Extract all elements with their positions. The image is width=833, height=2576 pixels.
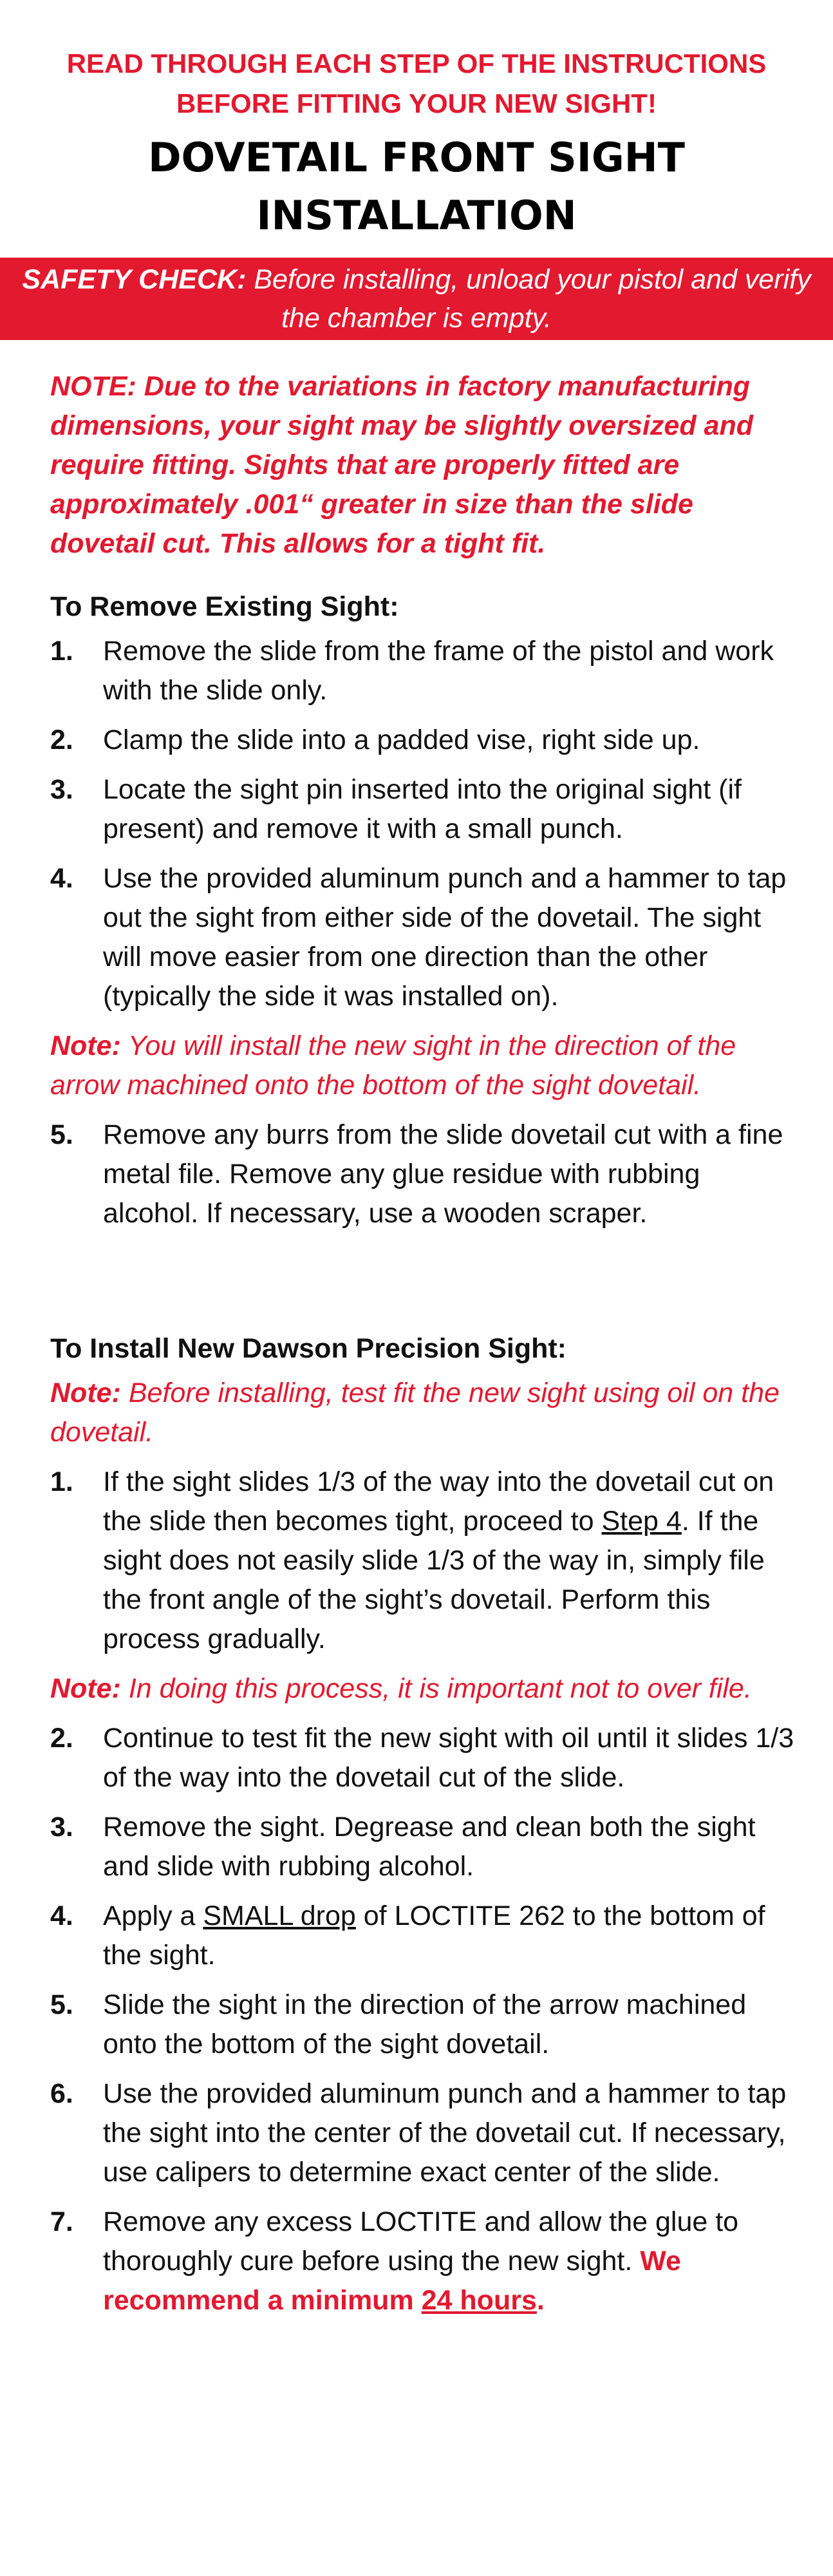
recommendation-period: .	[536, 2285, 545, 2316]
step-number: 2.	[50, 1723, 73, 1754]
remove-step	[50, 770, 797, 849]
cure-hours: 24 hours	[421, 2285, 537, 2316]
step-number: 4.	[50, 863, 73, 894]
step-text-part: of LOCTITE 262 to the bottom of the sight.	[103, 1900, 765, 1971]
remove-step	[50, 1115, 797, 1233]
install-step	[50, 2202, 797, 2320]
install-heading: To Install New Dawson Precision Sight:	[50, 1333, 566, 1364]
title-line-1: DOVETAIL FRONT SIGHT	[148, 134, 685, 181]
step-text-part: If the sight slides 1/3 of the way into the dovetail cut on the slide then becomes tight, proceed to	[103, 1466, 774, 1537]
arrow-direction-note	[50, 1027, 797, 1105]
step-number: 3.	[50, 774, 73, 805]
top-warning	[0, 44, 833, 124]
step-text: Remove the sight. Degrease and clean both the sight and slide with rubbing alcohol.	[103, 1812, 756, 1882]
step-text: Slide the sight in the direction of the arrow machined onto the bottom of the sight dovetail.	[103, 1989, 747, 2060]
install-step	[50, 1719, 797, 1797]
note-text: Before installing, test fit the new sight using oil on the dovetail.	[50, 1378, 780, 1448]
step-number: 5.	[50, 1989, 73, 2020]
over-file-note	[50, 1669, 797, 1709]
step-number: 1.	[50, 636, 73, 667]
step-number: 4.	[50, 1900, 73, 1931]
remove-step	[50, 721, 797, 760]
install-section	[50, 1329, 797, 2331]
step-text: Remove any burrs from the slide dovetail cut with a fine metal file. Remove any glue residue with rubbing alcohol. If necessary, use a wooden scraper.	[103, 1119, 783, 1229]
install-step	[50, 1808, 797, 1886]
remove-step	[50, 632, 797, 710]
step-number: 3.	[50, 1812, 73, 1842]
step-number: 1.	[50, 1466, 73, 1497]
step-text-part: Apply a	[103, 1900, 203, 1931]
step-number: 5.	[50, 1119, 73, 1150]
step-number: 2.	[50, 724, 73, 755]
safety-text-1: Before installing, unload your pistol and verify	[246, 264, 811, 295]
step-text	[103, 1897, 797, 1975]
install-step	[50, 1463, 797, 1659]
install-step	[50, 2074, 797, 2192]
safety-label: SAFETY CHECK:	[22, 264, 247, 295]
remove-heading: To Remove Existing Sight:	[50, 591, 399, 622]
step-text: Remove the slide from the frame of the pistol and work with the slide only.	[103, 636, 774, 706]
step-text: Use the provided aluminum punch and a hammer to tap the sight into the center of the dovetail cut. If necessary, use calipers to determine exact center of the slide.	[103, 2078, 787, 2188]
page-title	[0, 129, 833, 245]
remove-section	[50, 587, 797, 1244]
step-text: Continue to test fit the new sight with oil until it slides 1/3 of the way into the dovetail cut of the slide.	[103, 1723, 794, 1793]
step-text: Use the provided aluminum punch and a hammer to tap out the sight from either side of the dovetail. The sight will move easier from one direction than the other (typically the side it was installed on).	[103, 863, 787, 1012]
note-label: Note:	[50, 1030, 121, 1061]
remove-step	[50, 859, 797, 1016]
safety-text-2: the chamber is empty.	[281, 303, 552, 334]
install-step	[50, 1985, 797, 2064]
step-text	[103, 1463, 797, 1659]
step-number: 6.	[50, 2078, 73, 2109]
install-step	[50, 1897, 797, 1975]
title-line-2: INSTALLATION	[256, 192, 577, 239]
note-text: In doing this process, it is important not to over file.	[120, 1673, 752, 1704]
note-label: Note:	[50, 1673, 121, 1704]
small-drop-emphasis: SMALL drop	[203, 1900, 356, 1931]
note-text: You will install the new sight in the direction of the arrow machined onto the bottom of the sight dovetail.	[50, 1030, 736, 1101]
step-text	[103, 2202, 797, 2320]
step-number: 7.	[50, 2206, 73, 2237]
step-text-part: Remove any excess LOCTITE and allow the glue to thoroughly cure before using the new sight.	[103, 2206, 739, 2277]
step-4-reference: Step 4	[601, 1506, 682, 1537]
step-text: Clamp the slide into a padded vise, right side up.	[103, 724, 700, 755]
test-fit-note	[50, 1374, 797, 1452]
step-text: Locate the sight pin inserted into the original sight (if present) and remove it with a small punch.	[103, 774, 742, 844]
warning-line-1: READ THROUGH EACH STEP OF THE INSTRUCTIONS	[66, 48, 767, 79]
warning-line-2: BEFORE FITTING YOUR NEW SIGHT!	[176, 88, 657, 118]
note-label: Note:	[50, 1378, 121, 1408]
safety-banner	[0, 258, 833, 340]
manufacturing-note: NOTE: Due to the variations in factory manufacturing dimensions, your sight may be slightly oversized and require fitting. Sights that are properly fitted are approximately .001“ greater in size than the slide dovetail cut. This allows for a tight fit.	[50, 371, 753, 559]
step-text-part: . If the sight does not easily slide 1/3 of the way in, simply file the front angle of the sight’s dovetail. Perform this process gradually.	[103, 1506, 765, 1654]
recommendation-text: We recommend a minimum	[103, 2246, 681, 2316]
